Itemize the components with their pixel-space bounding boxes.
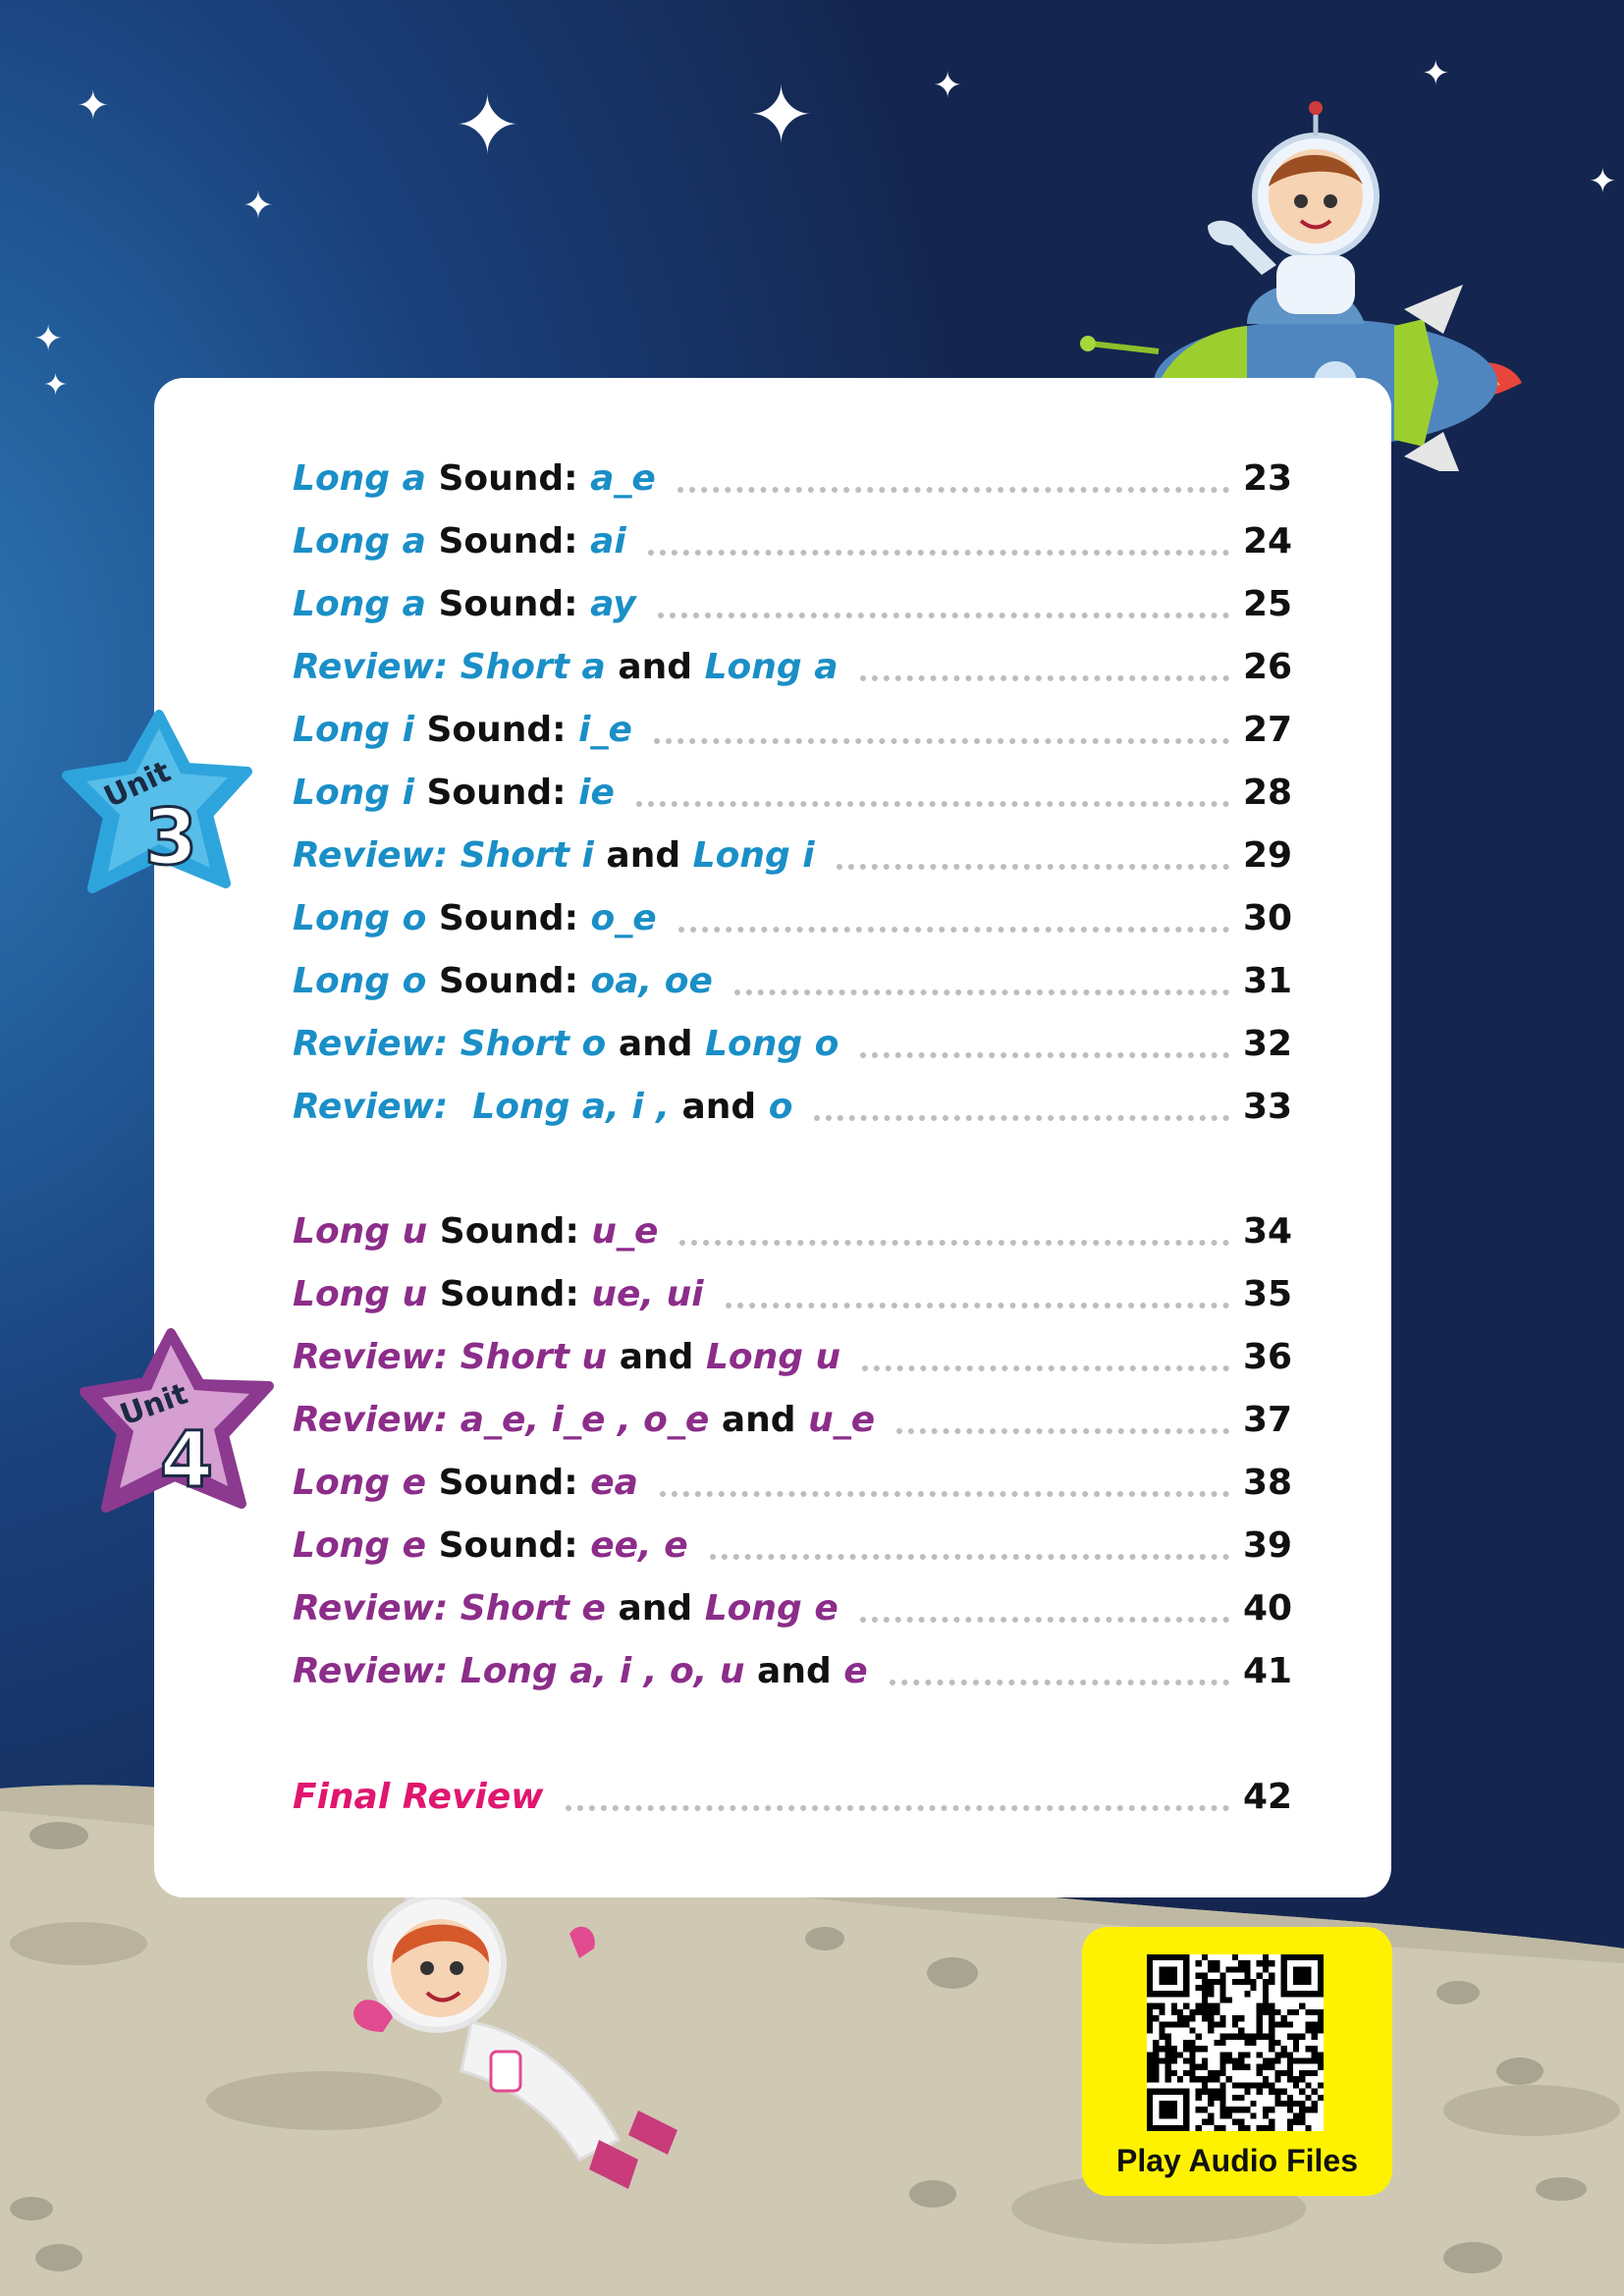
- dot-leader: [726, 1303, 1229, 1308]
- unit-4-badge: [77, 1323, 283, 1529]
- page-number: 23: [1243, 458, 1293, 499]
- toc-entry[interactable]: [293, 642, 1292, 693]
- toc-keyword: ai: [590, 521, 626, 561]
- toc-entry-title: [293, 893, 657, 944]
- toc-entry-title: [293, 1332, 840, 1383]
- toc-entry-title: [293, 956, 713, 1007]
- toc-entry[interactable]: [293, 1772, 1292, 1823]
- toc-entry[interactable]: [293, 1583, 1292, 1634]
- toc-entry[interactable]: [293, 1082, 1292, 1133]
- toc-keyword: a_e: [590, 458, 656, 499]
- toc-entry-title: [293, 705, 632, 756]
- toc-plain-text: Sound:: [426, 1525, 591, 1566]
- page-number: 41: [1243, 1651, 1293, 1691]
- toc-plain-text: and: [744, 1651, 844, 1691]
- page-number: 32: [1243, 1024, 1293, 1064]
- dot-leader: [678, 927, 1229, 933]
- star-icon: ✦: [77, 83, 110, 129]
- qr-code-icon: [1147, 1954, 1324, 2131]
- toc-entry-title: [293, 579, 636, 630]
- toc-keyword: Long u: [293, 1274, 428, 1314]
- toc-entry[interactable]: [293, 956, 1292, 1007]
- page-number: 30: [1243, 898, 1293, 938]
- toc-keyword: e: [843, 1651, 868, 1691]
- toc-keyword: Long a: [293, 458, 426, 499]
- toc-keyword: Review: Short i: [293, 835, 594, 876]
- toc-plain-text: and: [605, 1588, 705, 1629]
- page-number: 24: [1243, 521, 1293, 561]
- toc-keyword: Long e: [293, 1525, 427, 1566]
- astronaut-girl-illustration: [344, 1855, 717, 2209]
- toc-keyword: Long i: [692, 835, 815, 876]
- dot-leader: [734, 989, 1229, 995]
- dot-leader: [679, 1240, 1229, 1246]
- toc-plain-text: Sound:: [425, 458, 591, 499]
- toc-entry-title: [293, 1019, 839, 1070]
- toc-entry-title: [293, 1269, 704, 1320]
- toc-plain-text: Sound:: [413, 710, 579, 750]
- toc-plain-text: Sound:: [427, 1211, 592, 1252]
- toc-keyword: Review: Short u: [293, 1337, 608, 1377]
- dot-leader: [658, 613, 1229, 618]
- toc-keyword: Long i: [293, 773, 414, 813]
- toc-keyword: Long e: [293, 1463, 427, 1503]
- page-number: 36: [1243, 1337, 1293, 1377]
- page-number: 26: [1243, 647, 1293, 687]
- toc-keyword: ie: [578, 773, 615, 813]
- page-number: 40: [1243, 1588, 1293, 1629]
- star-icon: ✦: [43, 368, 69, 402]
- toc-keyword: Long a: [293, 521, 426, 561]
- toc-plain-text: Sound:: [427, 1274, 592, 1314]
- toc-entry-title: [293, 1583, 839, 1634]
- page-number: 35: [1243, 1274, 1293, 1314]
- toc-plain-text: Sound:: [426, 961, 591, 1001]
- page-number: 29: [1243, 835, 1293, 876]
- toc-entry[interactable]: [293, 1332, 1292, 1383]
- page-number: 34: [1243, 1211, 1293, 1252]
- toc-entry[interactable]: [293, 1206, 1292, 1257]
- play-audio-button[interactable]: [1082, 1927, 1392, 2196]
- unit-4-number: 4: [159, 1416, 214, 1505]
- toc-entry-title: [293, 1646, 868, 1697]
- toc-entry[interactable]: [293, 1646, 1292, 1697]
- toc-keyword: ee, e: [590, 1525, 688, 1566]
- unit-3-badge: [61, 707, 257, 913]
- toc-keyword: Long u: [705, 1337, 841, 1377]
- dot-leader: [566, 1805, 1229, 1811]
- toc-keyword: Review: Short a: [293, 647, 606, 687]
- star-icon: ✦: [933, 66, 963, 106]
- toc-plain-text: Sound:: [425, 521, 591, 561]
- dot-leader: [860, 675, 1229, 681]
- toc-keyword: oa, oe: [590, 961, 713, 1001]
- toc-keyword: Long u: [293, 1211, 428, 1252]
- toc-keyword: Review: a_e, i_e , o_e: [293, 1400, 710, 1440]
- toc-keyword: u_e: [808, 1400, 876, 1440]
- star-icon: ✦: [1589, 162, 1617, 201]
- toc-plain-text: Sound:: [426, 898, 591, 938]
- toc-plain-text: and: [709, 1400, 809, 1440]
- toc-entry-title: [293, 454, 656, 505]
- dot-leader: [654, 738, 1229, 744]
- toc-plain-text: and: [605, 647, 705, 687]
- toc-plain-text: and: [607, 1337, 706, 1377]
- toc-keyword: Review: Long a, i ,: [293, 1087, 670, 1127]
- toc-plain-text: Sound:: [426, 1463, 591, 1503]
- toc-entry-title: [293, 1206, 658, 1257]
- toc-keyword: Long e: [704, 1588, 839, 1629]
- dot-leader: [636, 801, 1229, 807]
- toc-keyword: o_e: [590, 898, 657, 938]
- toc-keyword: Review: Short o: [293, 1024, 607, 1064]
- star-icon: ✦: [243, 184, 274, 227]
- toc-plain-text: and: [669, 1087, 769, 1127]
- page-number: 37: [1243, 1400, 1293, 1440]
- toc-keyword: Long o: [293, 961, 427, 1001]
- page-number: 38: [1243, 1463, 1293, 1503]
- dot-leader: [896, 1428, 1229, 1434]
- dot-leader: [660, 1491, 1229, 1497]
- star-icon: ✦: [1422, 54, 1450, 93]
- toc-keyword: ea: [590, 1463, 638, 1503]
- unit-3-word: Unit: [98, 754, 177, 816]
- toc-entry[interactable]: [293, 454, 1292, 505]
- dot-leader: [814, 1115, 1229, 1121]
- toc-entry-title: [293, 642, 839, 693]
- toc-entry[interactable]: [293, 1019, 1292, 1070]
- dot-leader: [710, 1554, 1229, 1560]
- toc-keyword: Long a: [704, 647, 839, 687]
- toc-plain-text: Sound:: [425, 584, 591, 624]
- toc-entry[interactable]: [293, 705, 1292, 756]
- dot-leader: [860, 1617, 1229, 1623]
- toc-plain-text: and: [606, 1024, 706, 1064]
- toc-entry[interactable]: [293, 1521, 1292, 1572]
- dot-leader: [837, 864, 1229, 870]
- toc-keyword: Review: Long a, i , o, u: [293, 1651, 745, 1691]
- toc-entry-title: [293, 768, 615, 819]
- toc-plain-text: Sound:: [413, 773, 579, 813]
- page-number: 33: [1243, 1087, 1293, 1127]
- toc-entry[interactable]: [293, 579, 1292, 630]
- star-icon: ✦: [33, 319, 64, 359]
- toc-entry-title: [293, 1395, 875, 1446]
- toc-entry-title: [293, 1772, 544, 1823]
- page-number: 39: [1243, 1525, 1293, 1566]
- unit-4-word: Unit: [115, 1376, 192, 1433]
- toc-entry[interactable]: [293, 768, 1292, 819]
- dot-leader: [677, 487, 1229, 493]
- page-number: 42: [1243, 1777, 1293, 1817]
- toc-keyword: ue, ui: [591, 1274, 704, 1314]
- page-number: 27: [1243, 710, 1293, 750]
- star-icon: ✦: [454, 80, 521, 173]
- toc-keyword: o: [768, 1087, 793, 1127]
- toc-entry[interactable]: [293, 1458, 1292, 1509]
- page-number: 25: [1243, 584, 1293, 624]
- toc-keyword: ay: [590, 584, 636, 624]
- play-audio-label: Play Audio Files: [1116, 2143, 1358, 2178]
- toc-entry-title: [293, 830, 815, 881]
- dot-leader: [862, 1365, 1229, 1371]
- toc-keyword: Long o: [293, 898, 427, 938]
- toc-plain-text: and: [593, 835, 693, 876]
- toc-entry-title: [293, 1458, 638, 1509]
- toc-entry-title: [293, 1521, 688, 1572]
- page-number: 31: [1243, 961, 1293, 1001]
- toc-keyword: Final Review: [293, 1777, 544, 1817]
- toc-entry-title: [293, 516, 626, 567]
- toc-keyword: Long a: [293, 584, 426, 624]
- dot-leader: [648, 550, 1229, 556]
- toc-keyword: Long o: [705, 1024, 839, 1064]
- toc-keyword: u_e: [591, 1211, 659, 1252]
- toc-entry[interactable]: [293, 893, 1292, 944]
- dot-leader: [890, 1680, 1229, 1685]
- page-number: 28: [1243, 773, 1293, 813]
- toc-keyword: Long i: [293, 710, 414, 750]
- dot-leader: [860, 1052, 1229, 1058]
- unit-3-number: 3: [143, 794, 198, 882]
- toc-keyword: Review: Short e: [293, 1588, 606, 1629]
- toc-entry[interactable]: [293, 516, 1292, 567]
- toc-entry-title: [293, 1082, 792, 1133]
- toc-entry[interactable]: [293, 1269, 1292, 1320]
- toc-entry[interactable]: [293, 830, 1292, 881]
- toc-keyword: i_e: [578, 710, 632, 750]
- star-icon: ✦: [748, 70, 815, 161]
- toc-entry[interactable]: [293, 1395, 1292, 1446]
